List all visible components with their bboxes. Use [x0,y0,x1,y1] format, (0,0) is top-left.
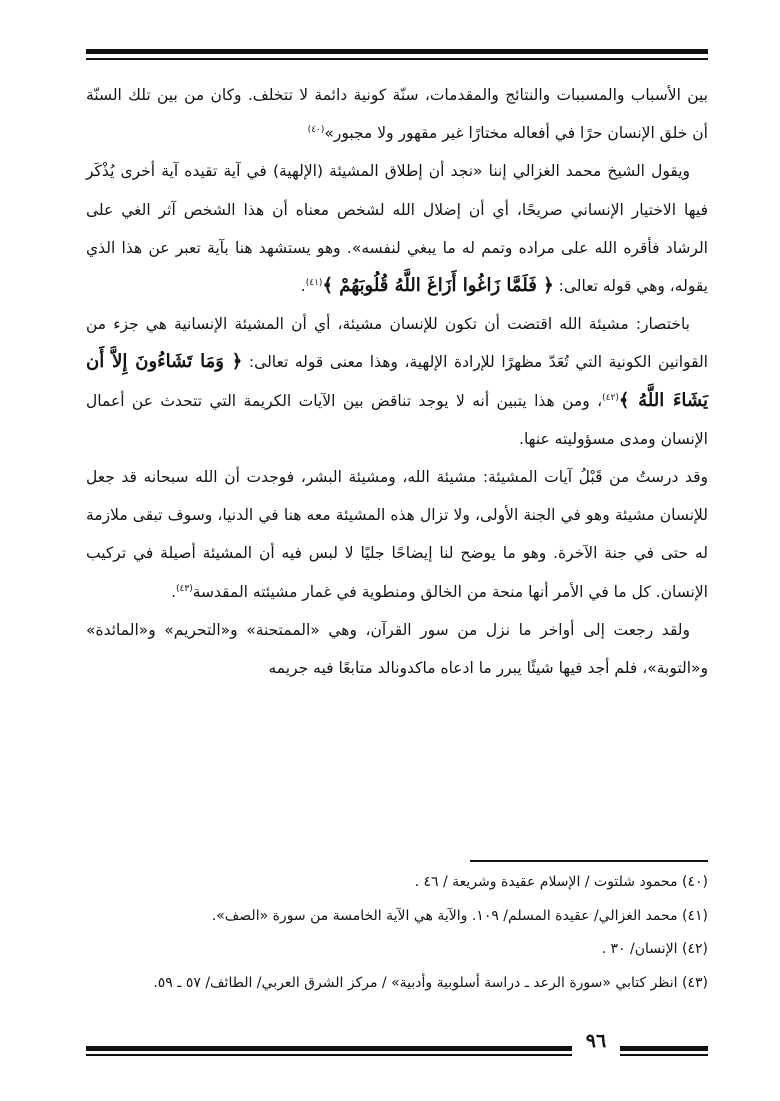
top-thin-rule [86,58,708,60]
bottom-rule-left [86,1046,572,1051]
quran-verse-2: ﴿ وَمَا تَشَاءُونَ إِلاَّ أَن يَشَاءَ اللَّهُ ﴾ [86,351,708,411]
footnote-ref-43: (٤٣) [176,583,193,594]
paragraph-2: ويقول الشيخ محمد الغزالي إننا «نجد أن إطلاق المشيئة (الإلهية) في آية تقيده آية أخرى يُذْكَر فيها الاختيار الإنساني صريحًا، أي أن إضلال الله لشخص معناه أن هذا الشخص آثر الغي على الرشاد فأقره الله على مراده وتمم له ما يبغي لنفسه». وهو يستشهد هنا بآية تعبر عن هذا الذي يقوله، وهي قوله تعالى: ﴿ فَلَمَّا زَاغُوا أَزَاغَ اللَّهُ قُلُوبَهُمْ ﴾$^{(٤١)}$. [86,162,708,297]
page-number: ٩٦ [585,1030,607,1052]
footnotes [86,866,708,1000]
footnote-ref-40: (٤٠) [307,125,325,136]
paragraph-5: ولقد رجعت إلى أواخر ما نزل من سور القرآن، وهي «الممتحنة» و«التحريم» و«المائدة» و«التوبة»، فلم أجد فيها شيئًا يبرر ما ادعاه ماكدونالد متابعًا فيه جريمه [86,620,708,678]
paragraph-3: باختصار: مشيئة الله اقتضت أن تكون للإنسان مشيئة، أي أن المشيئة الإنسانية هي جزء من القوانين الكونية التي تُعَدّ مظهرًا للإرادة الإلهية، وهذا معنى قوله تعالى: ﴿ وَمَا تَشَاءُونَ إِلاَّ أَن يَشَاءَ اللَّهُ ﴾$^{(٤٢)}$، ومن هذا يتبين أنه لا يوجد تناقض بين الآيات الكريمة التي تتحدث عن أعمال الإنسان ومدى مسؤوليته عنها. [86,315,708,448]
footnote-ref-41: (٤١) [305,277,323,288]
bottom-thin-rule-right [620,1054,708,1056]
bottom-rule-right [620,1046,708,1051]
footnote-ref-42: (٤٢) [602,392,619,403]
footnote-43: (٤٣) انظر كتابي «سورة الرعد ـ دراسة أسلوبية وأدبية» / مركز الشرق العربي/ الطائف/ ٥٧ ـ ٥٩. [153,974,708,991]
bottom-thin-rule-left [86,1054,572,1056]
footnote-42: (٤٢) الإنسان/ ٣٠ . [601,941,708,957]
body-text [86,76,708,687]
top-thick-rule [86,49,708,54]
footnote-40: (٤٠) محمود شلتوت / الإسلام عقيدة وشريعة / ٤٦ . [414,874,708,890]
footnote-41: (٤١) محمد الغزالي/ عقيدة المسلم/ ١٠٩. والآية هي الآية الخامسة من سورة «الصف». [211,907,708,924]
quran-verse-1: ﴿ فَلَمَّا زَاغُوا أَزَاغَ اللَّهُ قُلُوبَهُمْ ﴾ [322,275,554,297]
paragraph-4: وقد درستُ من قَبْلُ آيات المشيئة: مشيئة الله، ومشيئة البشر، فوجدت أن الله سبحانه قد جعل للإنسان مشيئة وهو في الجنة الأولى، ولا تزال هذه المشيئة معه هنا في الدنيا، وسوف تبقى ملازمة له حتى في جنة الآخرة. وهو ما يوضح لنا إيضاحًا جليًا لا لبس فيه أن المشيئة أصيلة في تركيب الإنسان. كل ما في الأمر أنها منحة من الخالق ومنطوية في غمار مشيئته المقدسة$^{(٤٣)}$. [86,468,708,601]
footnote-separator [470,860,708,862]
paragraph-1: بين الأسباب والمسببات والنتائج والمقدمات، سنّة كونية دائمة لا تتخلف. وكان من بين تلك السنّة أن خلق الإنسان حرًا في أفعاله مختارًا غير مقهور ولا مجبور»$^{(٤٠)}$ [86,86,708,143]
